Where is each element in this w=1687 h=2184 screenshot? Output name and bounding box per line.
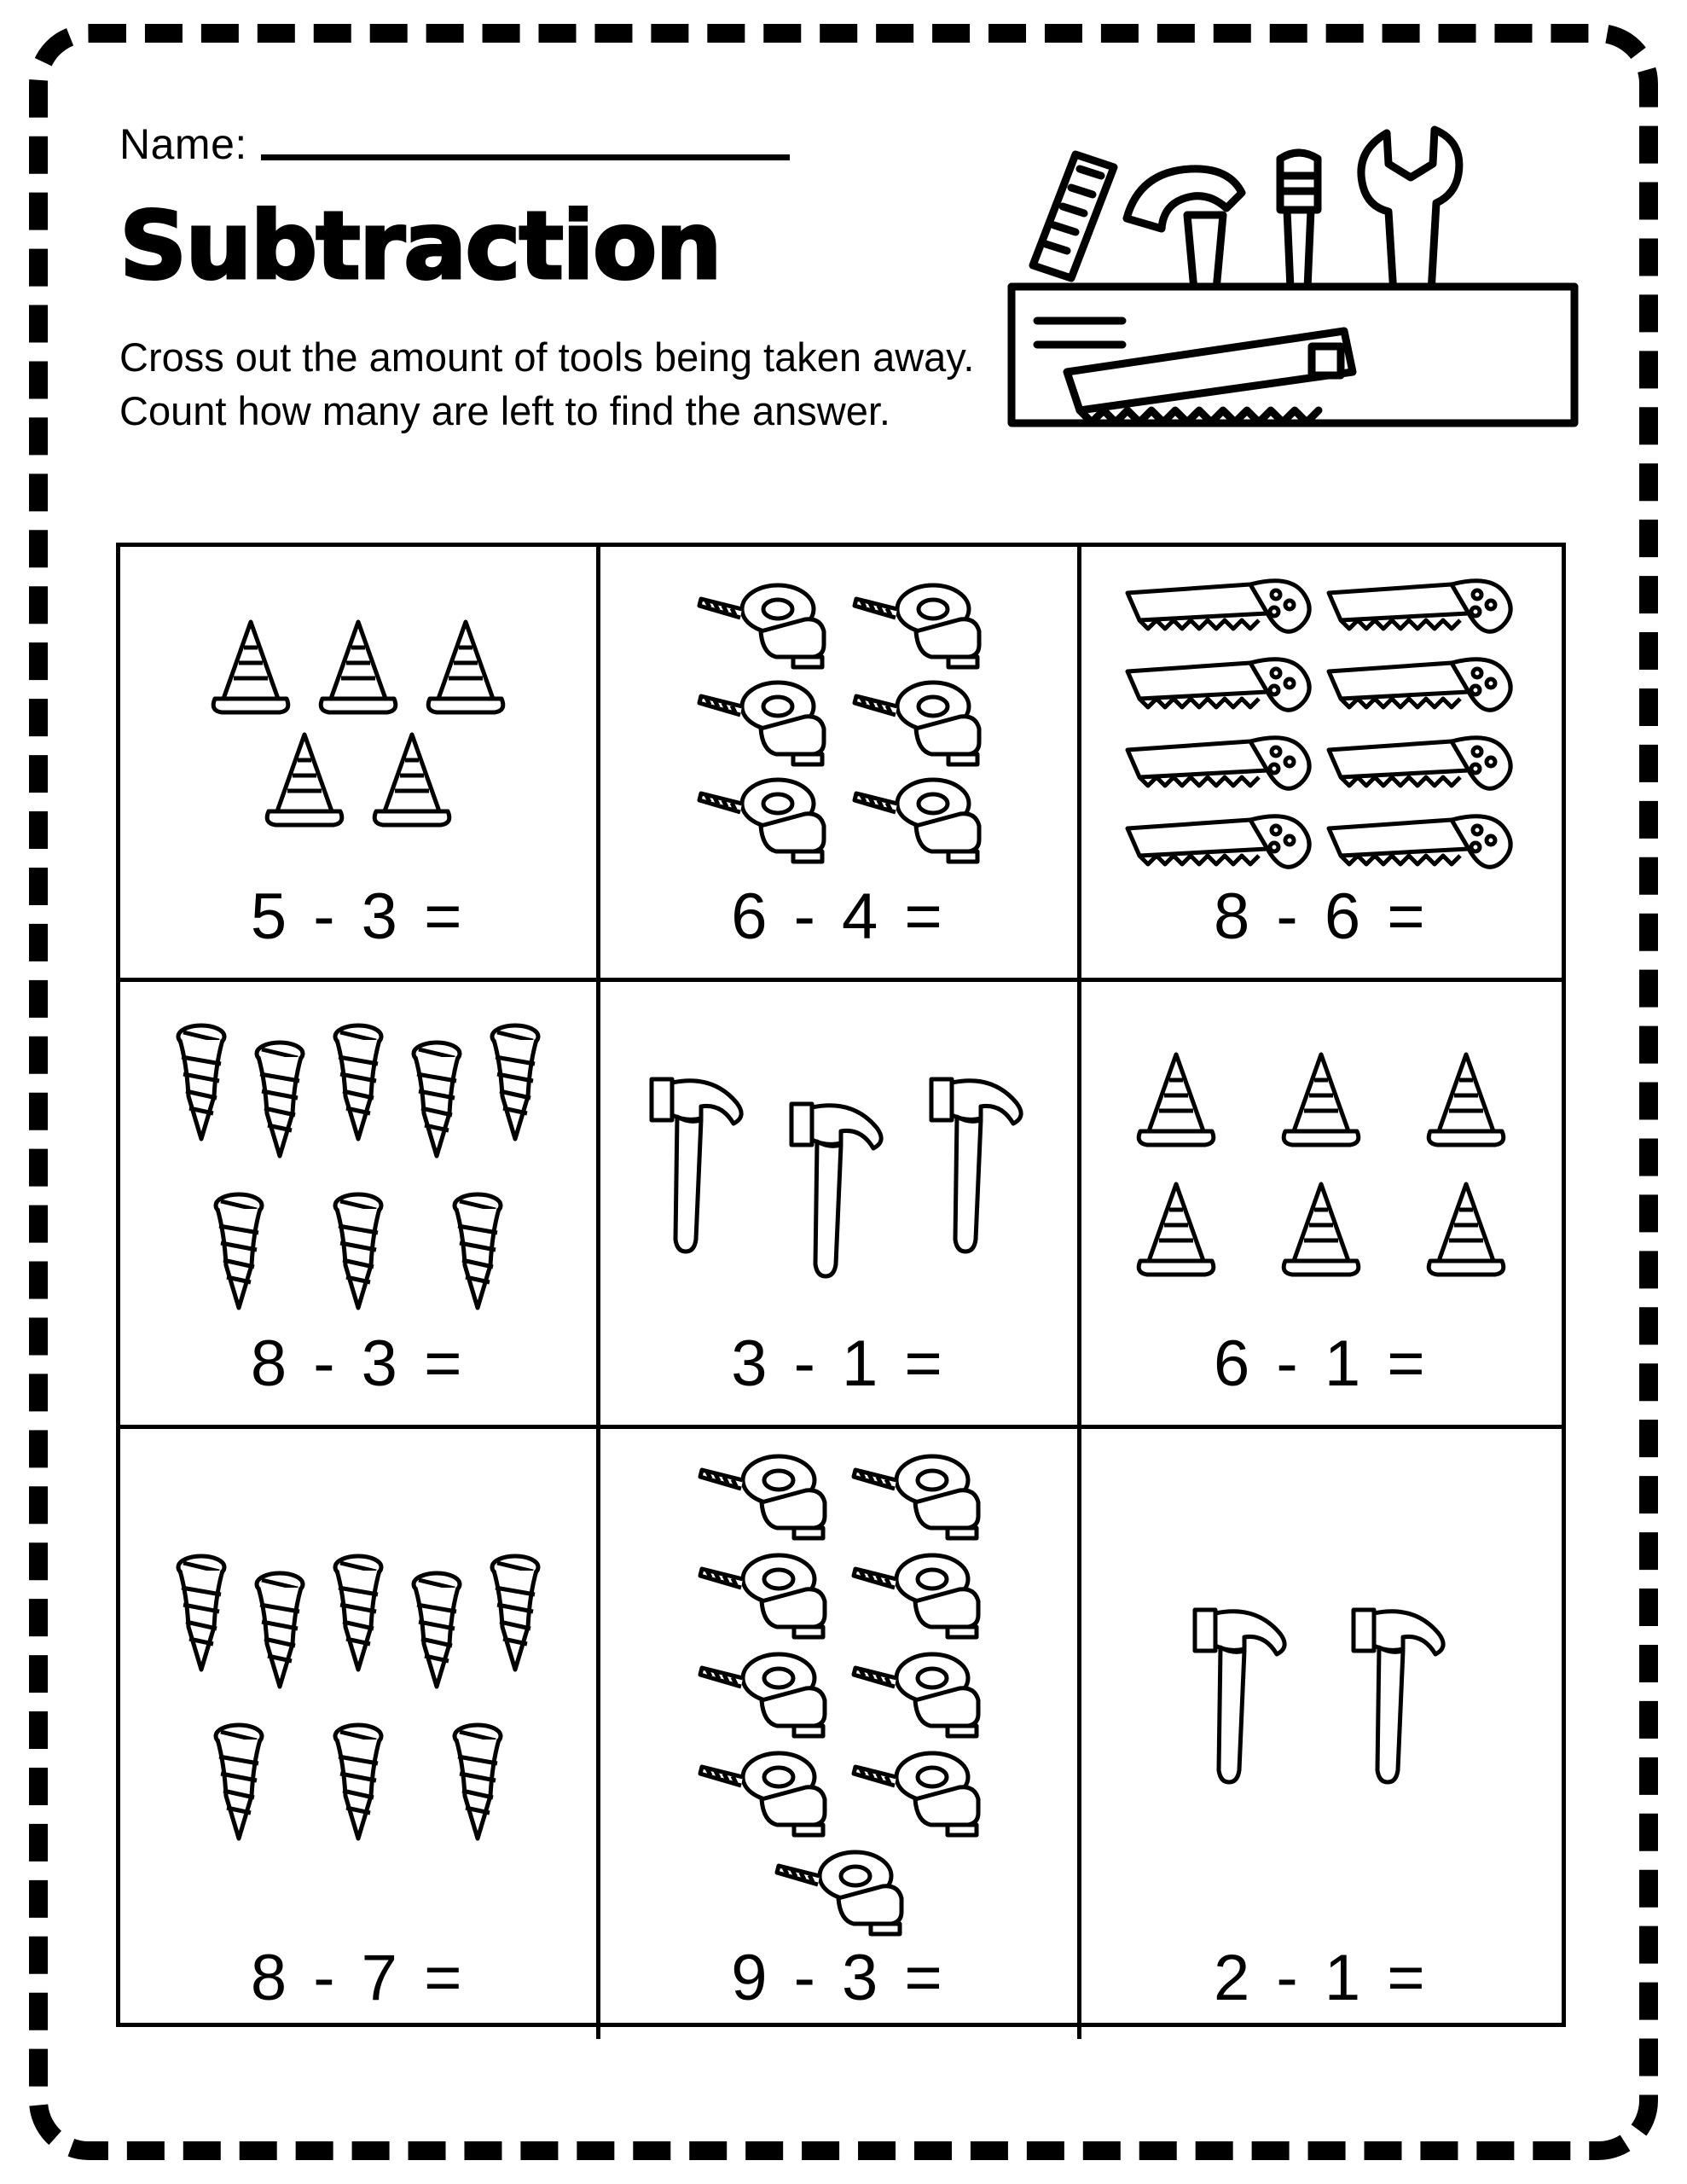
hammer-icon[interactable]: [783, 1092, 894, 1288]
handsaw-icon[interactable]: [1324, 804, 1520, 880]
handsaw-icon[interactable]: [1324, 726, 1520, 801]
power-drill-icon[interactable]: [686, 580, 836, 674]
power-drill-icon[interactable]: [841, 580, 991, 674]
screw-icon[interactable]: [173, 1021, 229, 1158]
handsaw-icon[interactable]: [1122, 804, 1319, 880]
worksheet-header: [82, 82, 1609, 508]
object-group-screws: [129, 1004, 588, 1327]
name-write-in-line[interactable]: [261, 154, 790, 160]
object-group-drills: [609, 569, 1068, 880]
equation-1: 5 - 3 =: [250, 880, 467, 953]
equation-4: 8 - 3 =: [250, 1327, 467, 1400]
problem-cell-2[interactable]: [600, 547, 1081, 982]
problem-cell-7[interactable]: [120, 1429, 600, 2039]
screw-icon[interactable]: [211, 1190, 267, 1327]
screw-icon[interactable]: [409, 1038, 465, 1175]
name-label: Name:: [119, 120, 247, 168]
hammer-icon[interactable]: [923, 1067, 1034, 1263]
power-drill-icon[interactable]: [686, 677, 836, 771]
screw-icon[interactable]: [487, 1552, 543, 1688]
instruction-line-1: Cross out the amount of tools being taken away.: [119, 334, 975, 380]
problem-cell-9[interactable]: [1081, 1429, 1562, 2039]
problem-cell-8[interactable]: [600, 1429, 1081, 2039]
screw-icon[interactable]: [330, 1021, 386, 1158]
toolbox-icon: [986, 116, 1600, 508]
hammer-icon[interactable]: [1345, 1598, 1456, 1794]
power-drill-icon[interactable]: [840, 1649, 990, 1743]
power-drill-icon[interactable]: [840, 1748, 990, 1842]
equation-8: 9 - 3 =: [731, 1942, 947, 2014]
problem-cell-5[interactable]: [600, 982, 1081, 1429]
traffic-cone-icon[interactable]: [1125, 1176, 1227, 1285]
equation-2: 6 - 4 =: [731, 880, 947, 953]
traffic-cone-icon[interactable]: [1415, 1046, 1517, 1155]
problem-cell-1[interactable]: [120, 547, 600, 982]
screw-icon[interactable]: [330, 1721, 386, 1857]
screw-icon[interactable]: [211, 1721, 267, 1857]
handsaw-icon[interactable]: [1122, 569, 1319, 644]
power-drill-icon[interactable]: [687, 1649, 837, 1743]
screw-icon[interactable]: [487, 1021, 543, 1158]
handsaw-icon[interactable]: [1122, 726, 1319, 801]
power-drill-icon[interactable]: [840, 1451, 990, 1545]
object-group-screws: [129, 1451, 588, 1941]
equation-6: 6 - 1 =: [1214, 1327, 1429, 1400]
equation-5: 3 - 1 =: [731, 1327, 947, 1400]
instruction-line-2: Count how many are left to find the answer.: [119, 387, 890, 433]
object-group-traffic-cones: [1090, 1004, 1553, 1327]
problem-cell-4[interactable]: [120, 982, 600, 1429]
screw-icon[interactable]: [409, 1569, 465, 1705]
power-drill-icon[interactable]: [840, 1550, 990, 1644]
traffic-cone-icon[interactable]: [307, 613, 409, 723]
object-group-drills: [609, 1451, 1068, 1941]
power-drill-icon[interactable]: [687, 1748, 837, 1842]
traffic-cone-icon[interactable]: [1125, 1046, 1227, 1155]
traffic-cone-icon[interactable]: [253, 726, 356, 835]
traffic-cone-icon[interactable]: [1270, 1176, 1372, 1285]
page-title: Subtraction: [119, 191, 721, 300]
power-drill-icon[interactable]: [763, 1847, 913, 1941]
hammer-icon[interactable]: [643, 1067, 754, 1263]
hammer-icon[interactable]: [1186, 1598, 1297, 1794]
equation-3: 8 - 6 =: [1214, 880, 1429, 953]
problem-cell-3[interactable]: [1081, 547, 1562, 982]
traffic-cone-icon[interactable]: [415, 613, 517, 723]
handsaw-icon[interactable]: [1324, 569, 1520, 644]
screw-icon[interactable]: [173, 1552, 229, 1688]
screw-icon[interactable]: [252, 1569, 308, 1705]
screw-icon[interactable]: [252, 1038, 308, 1175]
power-drill-icon[interactable]: [687, 1550, 837, 1644]
object-group-hammers: [609, 1004, 1068, 1327]
power-drill-icon[interactable]: [841, 677, 991, 771]
traffic-cone-icon[interactable]: [200, 613, 302, 723]
screw-icon[interactable]: [449, 1190, 506, 1327]
power-drill-icon[interactable]: [686, 775, 836, 868]
traffic-cone-icon[interactable]: [1415, 1176, 1517, 1285]
power-drill-icon[interactable]: [841, 775, 991, 868]
screw-icon[interactable]: [330, 1552, 386, 1688]
object-group-traffic-cones: [129, 569, 588, 880]
equation-7: 8 - 7 =: [250, 1942, 467, 2014]
power-drill-icon[interactable]: [687, 1451, 837, 1545]
object-group-saws: [1090, 569, 1553, 880]
handsaw-icon[interactable]: [1122, 648, 1319, 723]
screw-icon[interactable]: [449, 1721, 506, 1857]
handsaw-icon[interactable]: [1324, 648, 1520, 723]
traffic-cone-icon[interactable]: [361, 726, 463, 835]
instructions: [82, 331, 1126, 439]
equation-9: 2 - 1 =: [1214, 1942, 1429, 2014]
screw-icon[interactable]: [330, 1190, 386, 1327]
object-group-hammers: [1090, 1451, 1553, 1941]
traffic-cone-icon[interactable]: [1270, 1046, 1372, 1155]
problem-grid: [116, 543, 1566, 2027]
worksheet-content: [82, 82, 1609, 2112]
problem-cell-6[interactable]: [1081, 982, 1562, 1429]
